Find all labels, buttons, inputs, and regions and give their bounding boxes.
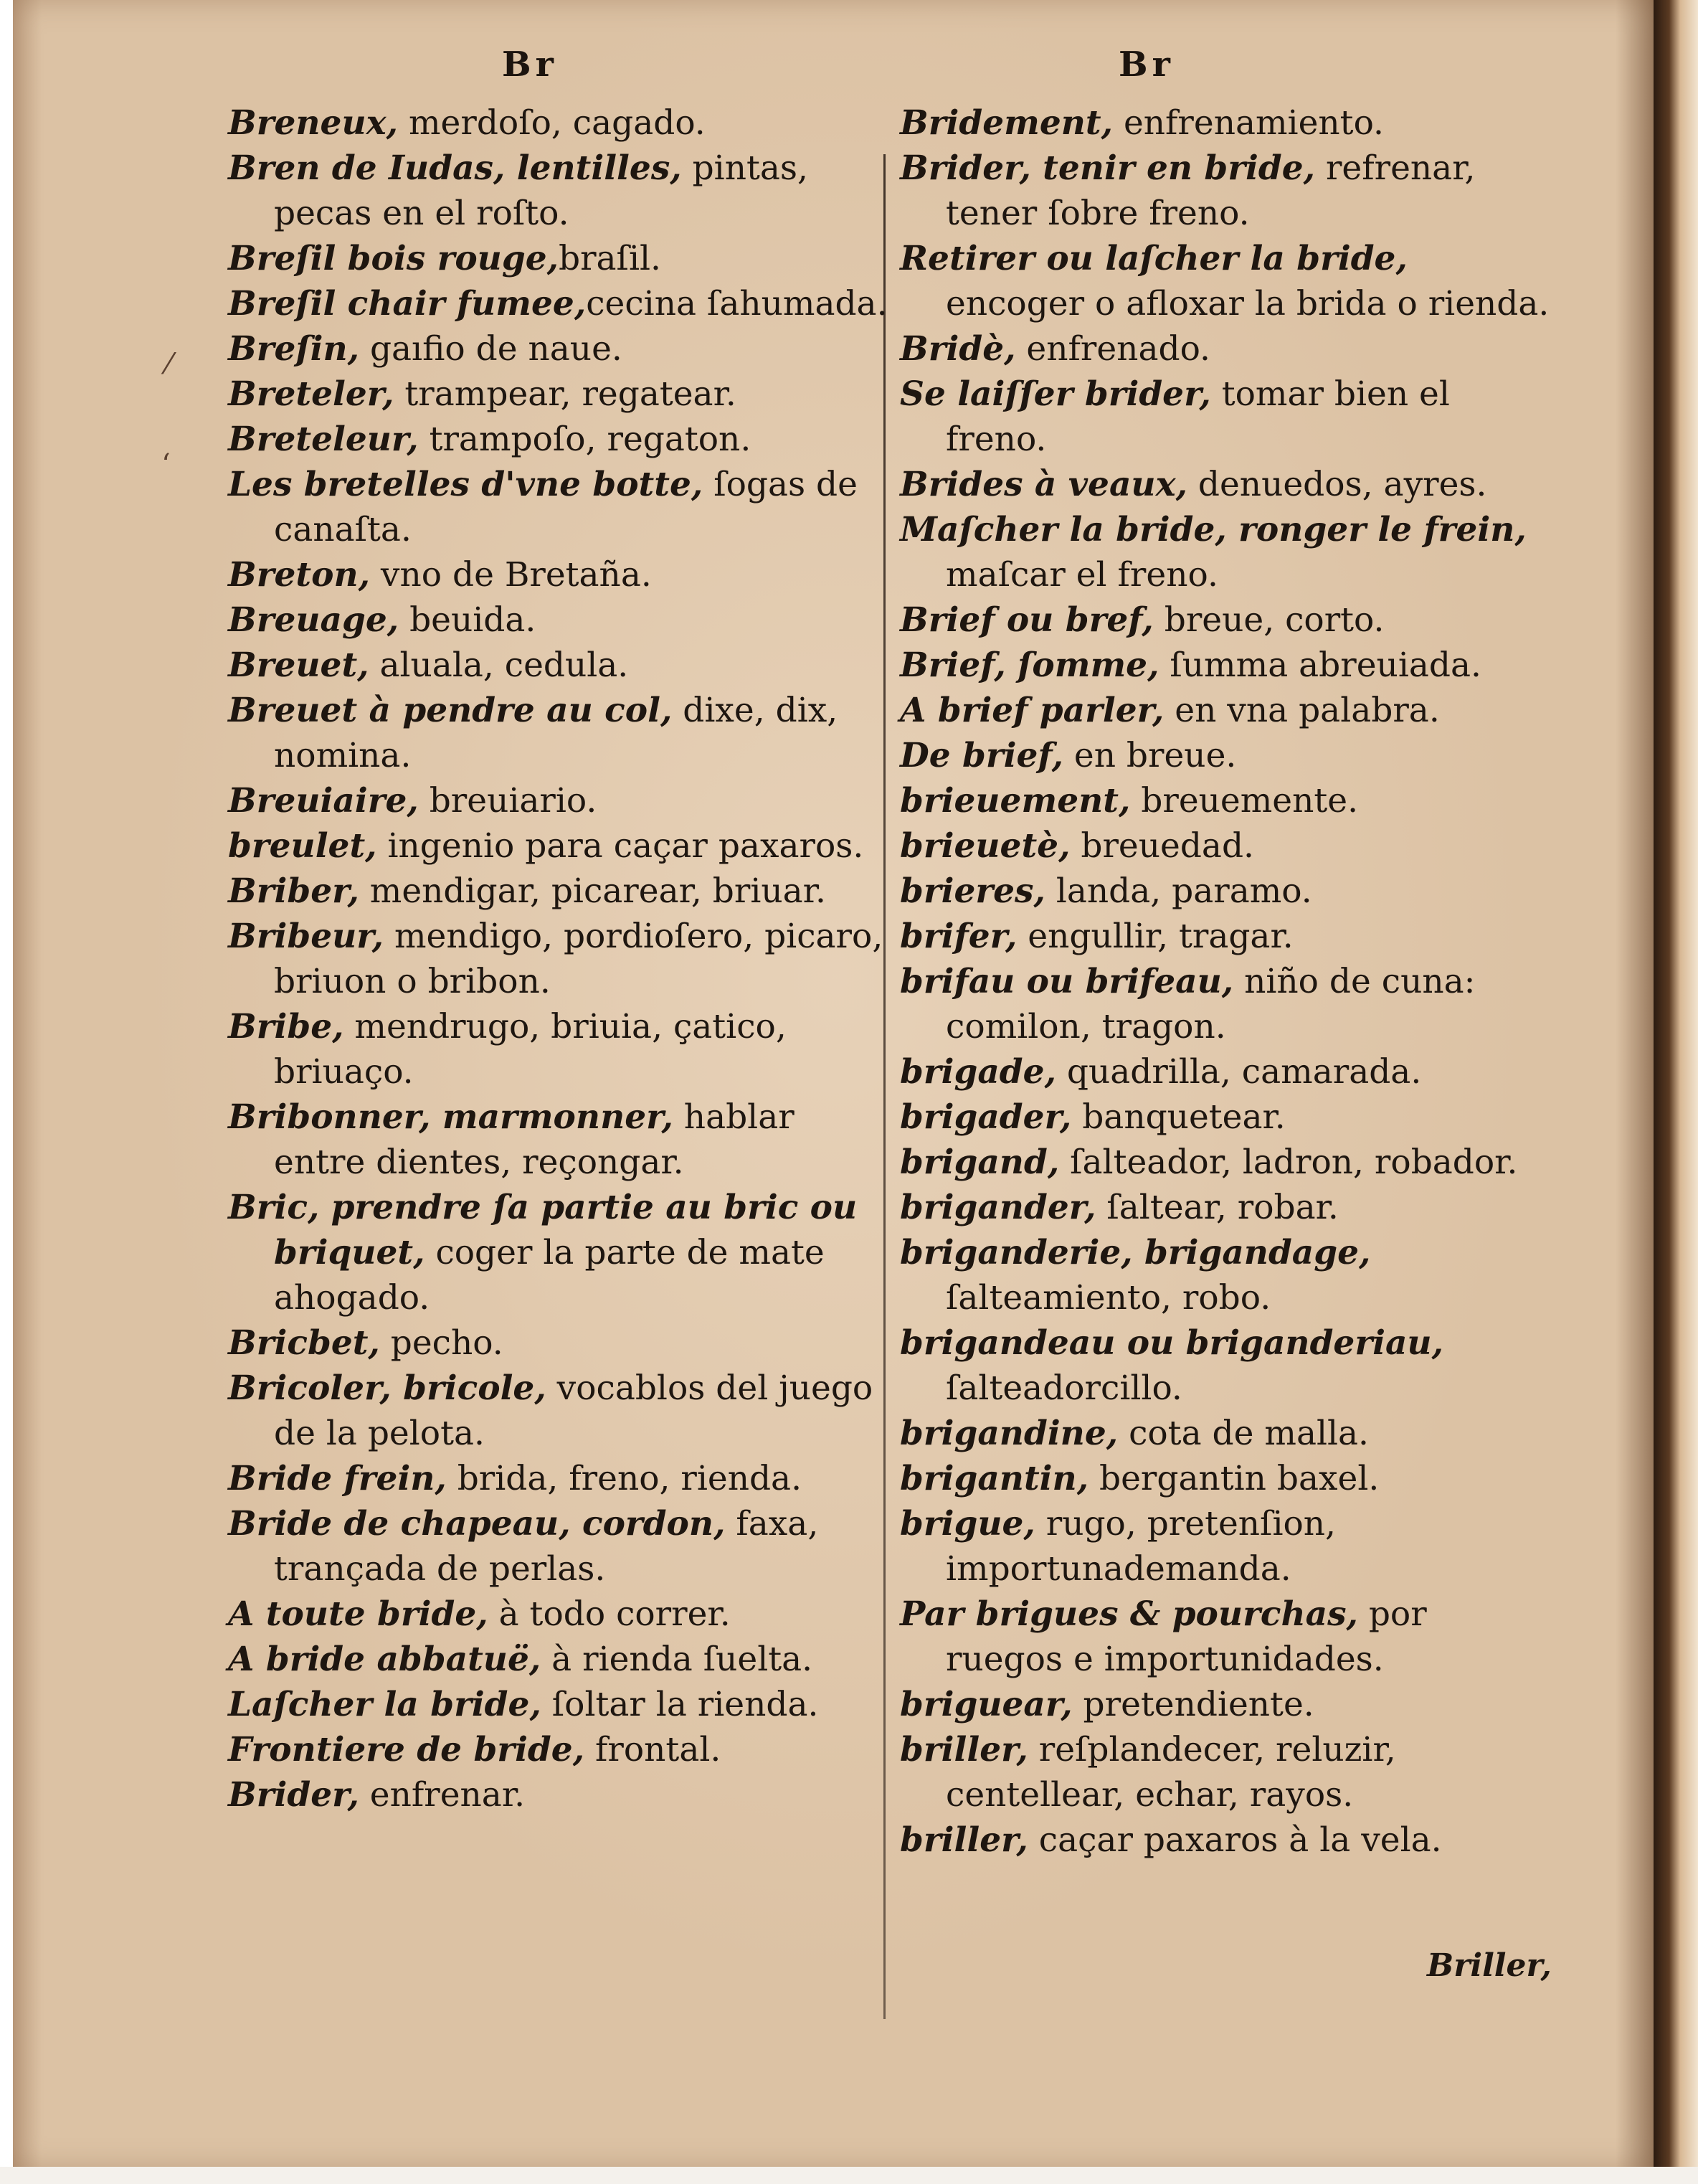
entry-headword: Maſcher la bride, ronger le frein,: [900, 510, 1527, 549]
catchword: Briller,: [1427, 1947, 1552, 1984]
entry-headword: brifau ou brifeau,: [900, 962, 1234, 1001]
dictionary-entry: [228, 1592, 891, 1637]
dictionary-entry: [228, 1095, 891, 1185]
left-column: [228, 100, 891, 1817]
left-column-header: Br: [502, 44, 558, 85]
entry-definition: trampoſo, regaton.: [418, 420, 751, 459]
dictionary-entry: [228, 1501, 891, 1592]
dictionary-entry: [228, 643, 891, 688]
entry-headword: Par brigues & pourchas,: [900, 1594, 1358, 1634]
entry-definition: ſalteador, ladron, robador.: [1059, 1143, 1518, 1182]
entry-headword: brieuement,: [900, 781, 1131, 821]
entry-definition: breuiario.: [418, 781, 597, 821]
entry-headword: Bricbet,: [228, 1323, 380, 1363]
entry-headword: brigander,: [900, 1188, 1096, 1227]
book-spine-edge: [1654, 0, 1698, 2184]
dictionary-entry: [228, 1456, 891, 1501]
dictionary-entry: [228, 372, 891, 417]
dictionary-entry: [228, 778, 891, 823]
entry-definition: reſplandecer, reluzir, centellear, echar, rayos.: [946, 1730, 1396, 1815]
dictionary-entry: [228, 914, 891, 1004]
entry-definition: hablar entre dientes, reçongar.: [274, 1097, 795, 1182]
dictionary-entry: [900, 959, 1552, 1049]
entry-headword: Breuet,: [228, 646, 369, 685]
entry-headword: Laſcher la bride,: [228, 1685, 541, 1724]
entry-headword: Breteler,: [228, 374, 394, 414]
entry-definition: banquetear.: [1071, 1097, 1286, 1137]
entry-headword: Bridè,: [900, 329, 1016, 369]
entry-headword: Bricoler, bricole,: [228, 1368, 546, 1408]
entry-definition: mendrugo, briuia, çatico, briuaço.: [274, 1007, 787, 1092]
entry-headword: brigue,: [900, 1504, 1035, 1544]
dictionary-entry: [228, 823, 891, 869]
dictionary-entry: [900, 1501, 1552, 1592]
margin-mark: ‘: [161, 448, 171, 481]
entry-definition: bergantin baxel.: [1088, 1459, 1380, 1498]
entry-definition: pecho.: [379, 1323, 503, 1363]
entry-definition: encoger o afloxar la brida o rienda.: [946, 284, 1550, 323]
entry-definition: ſoltar la rienda.: [541, 1685, 819, 1724]
entry-headword: Les bretelles d'vne botte,: [228, 465, 703, 504]
entry-headword: Breſin,: [228, 329, 359, 369]
entry-definition: enfrenamiento.: [1113, 103, 1384, 143]
entry-headword: A bride abbatuë,: [228, 1640, 541, 1679]
entry-headword: Frontiere de bride,: [228, 1730, 585, 1769]
scan-bottom-margin: [0, 2167, 1698, 2184]
entry-definition: vno de Bretaña.: [369, 555, 652, 595]
entry-definition: caçar paxaros à la vela.: [1028, 1820, 1442, 1860]
entry-definition: trampear, regatear.: [394, 374, 736, 414]
dictionary-entry: [228, 417, 891, 462]
entry-definition: denuedos, ayres.: [1187, 465, 1487, 504]
entry-headword: Breneux,: [228, 103, 399, 143]
entry-definition: niño de cuna: comilon, tragon.: [946, 962, 1476, 1046]
entry-definition: en vna palabra.: [1164, 691, 1440, 730]
entry-definition: mendigo, pordioſero, picaro, briuon o bribon.: [274, 917, 883, 1001]
dictionary-entry: [900, 100, 1552, 146]
entry-headword: Briber,: [228, 871, 359, 911]
entry-headword: Se laiſſer brider,: [900, 374, 1211, 414]
dictionary-entry: [900, 1185, 1552, 1230]
entry-headword: brigandine,: [900, 1414, 1119, 1453]
dictionary-entry: [900, 462, 1552, 507]
entry-headword: A toute bride,: [228, 1594, 488, 1634]
entry-definition: mendigar, picarear, briuar.: [359, 871, 826, 911]
entry-definition: braſil.: [558, 239, 661, 278]
dictionary-entry: [228, 326, 891, 372]
dictionary-entry: [900, 1095, 1552, 1140]
entry-definition: cota de malla.: [1118, 1414, 1369, 1453]
dictionary-entry: [228, 1772, 891, 1817]
entry-headword: Brief ou bref,: [900, 600, 1154, 640]
entry-headword: Breton,: [228, 555, 370, 595]
entry-definition: breuemente.: [1130, 781, 1359, 821]
dictionary-entry: [228, 1682, 891, 1727]
entry-headword: briller,: [900, 1820, 1028, 1860]
dictionary-entry: [900, 1049, 1552, 1095]
dictionary-entry: [900, 914, 1552, 959]
dictionary-entry: [900, 146, 1552, 236]
dictionary-entry: [228, 688, 891, 778]
entry-headword: brigade,: [900, 1052, 1056, 1092]
dictionary-entry: [900, 733, 1552, 778]
dictionary-entry: [228, 1366, 891, 1456]
dictionary-entry: [900, 1411, 1552, 1456]
dictionary-entry: [228, 281, 891, 326]
entry-headword: brigandeau ou briganderiau,: [900, 1323, 1443, 1363]
dictionary-entry: [900, 1817, 1552, 1863]
dictionary-entry: [900, 688, 1552, 733]
entry-definition: maſcar el freno.: [946, 555, 1218, 595]
entry-headword: De brief,: [900, 736, 1063, 775]
entry-headword: briganderie, brigandage,: [900, 1233, 1371, 1272]
entry-headword: breulet,: [228, 826, 377, 866]
entry-definition: ſalteadorcillo.: [946, 1368, 1182, 1408]
entry-definition: ſogas de canaſta.: [274, 465, 858, 549]
entry-headword: Retirer ou laſcher la bride,: [900, 239, 1408, 278]
entry-headword: A brief parler,: [900, 691, 1165, 730]
entry-definition: por ruegos e importunidades.: [946, 1594, 1427, 1679]
dictionary-entry: [900, 1682, 1552, 1727]
entry-definition: ſaltear, robar.: [1096, 1188, 1339, 1227]
dictionary-entry: [228, 1320, 891, 1366]
entry-headword: briguear,: [900, 1685, 1073, 1724]
entry-definition: ſalteamiento, robo.: [946, 1278, 1271, 1318]
dictionary-entry: [900, 507, 1552, 597]
entry-headword: Breſil chair fumee,: [228, 284, 587, 323]
dictionary-entry: [900, 1230, 1552, 1320]
entry-definition: tomar bien el freno.: [946, 374, 1450, 459]
entry-headword: Bren de Iudas, lentilles,: [228, 148, 682, 188]
entry-definition: dixe, dix, nomina.: [274, 691, 838, 775]
dictionary-entry: [228, 597, 891, 643]
entry-definition: vocablos del juego de la pelota.: [274, 1368, 873, 1453]
entry-definition: enfrenar.: [359, 1775, 526, 1815]
entry-definition: quadrilla, camarada.: [1056, 1052, 1422, 1092]
entry-headword: Bride frein,: [228, 1459, 447, 1498]
right-column: [900, 100, 1552, 1863]
dictionary-entry: [228, 100, 891, 146]
entry-headword: Brides à veaux,: [900, 465, 1187, 504]
dictionary-entry: [900, 326, 1552, 372]
dictionary-entry: [228, 1004, 891, 1095]
dictionary-entry: [900, 1140, 1552, 1185]
entry-headword: Breuet à pendre au col,: [228, 691, 673, 730]
entry-definition: beuida.: [399, 600, 536, 640]
entry-definition: pretendiente.: [1072, 1685, 1314, 1724]
entry-definition: en breue.: [1063, 736, 1237, 775]
dictionary-entry: [228, 1185, 891, 1320]
entry-definition: frontal.: [584, 1730, 721, 1769]
entry-definition: à rienda ſuelta.: [541, 1640, 813, 1679]
dictionary-entry: [900, 1727, 1552, 1817]
dictionary-entry: [900, 823, 1552, 869]
entry-definition: engullir, tragar.: [1017, 917, 1294, 956]
entry-headword: brigader,: [900, 1097, 1072, 1137]
entry-headword: Brider,: [228, 1775, 359, 1815]
entry-headword: Bride de chapeau, cordon,: [228, 1504, 726, 1544]
entry-headword: Bribeur,: [228, 917, 384, 956]
entry-headword: brifer,: [900, 917, 1018, 956]
entry-headword: briller,: [900, 1730, 1028, 1769]
dictionary-entry: [900, 869, 1552, 914]
entry-definition: enfrenado.: [1015, 329, 1210, 369]
entry-headword: brieuetè,: [900, 826, 1071, 866]
entry-definition: à todo correr.: [488, 1594, 731, 1634]
entry-definition: merdoſo, cagado.: [398, 103, 706, 143]
entry-definition: gaıfio de naue.: [359, 329, 622, 369]
entry-headword: Bric, prendre ſa partie au bric ou briquet,: [228, 1188, 858, 1272]
right-column-header: Br: [1119, 44, 1175, 85]
entry-headword: brigand,: [900, 1143, 1060, 1182]
entry-definition: pintas, pecas en el roſto.: [274, 148, 808, 233]
dictionary-entry: [228, 869, 891, 914]
entry-definition: rugo, pretenſion, importunademanda.: [946, 1504, 1336, 1589]
entry-definition: coger la parte de mate ahogado.: [274, 1233, 825, 1318]
dictionary-entry: [900, 1592, 1552, 1682]
dictionary-entry: [900, 1320, 1552, 1411]
entry-definition: ingenio para caçar paxaros.: [376, 826, 864, 866]
entry-headword: Breteleur,: [228, 420, 419, 459]
entry-definition: breuedad.: [1070, 826, 1254, 866]
entry-headword: Bribonner, marmonner,: [228, 1097, 673, 1137]
dictionary-entry: [900, 778, 1552, 823]
entry-definition: landa, paramo.: [1045, 871, 1312, 911]
dictionary-entry: [900, 236, 1552, 326]
entry-definition: refrenar, tener ſobre freno.: [946, 148, 1476, 233]
margin-mark: ⁄: [166, 348, 171, 381]
dictionary-entry: [228, 552, 891, 597]
entry-definition: breue, corto.: [1153, 600, 1385, 640]
entry-headword: Breſil bois rouge,: [228, 239, 559, 278]
entry-definition: brida, freno, rienda.: [446, 1459, 802, 1498]
dictionary-entry: [900, 1456, 1552, 1501]
dictionary-entry: [900, 597, 1552, 643]
entry-definition: ſumma abreuiada.: [1159, 646, 1481, 685]
entry-definition: faxa, trançada de perlas.: [274, 1504, 819, 1589]
dictionary-entry: [228, 146, 891, 236]
entry-headword: Breuage,: [228, 600, 399, 640]
entry-definition: aluala, cedula.: [369, 646, 629, 685]
entry-headword: Brider, tenir en bride,: [900, 148, 1315, 188]
entry-headword: brieres,: [900, 871, 1045, 911]
dictionary-entry: [228, 1727, 891, 1772]
entry-headword: brigantin,: [900, 1459, 1089, 1498]
entry-headword: Bribe,: [228, 1007, 344, 1046]
dictionary-entry: [228, 1637, 891, 1682]
dictionary-entry: [900, 372, 1552, 462]
entry-headword: Breuiaire,: [228, 781, 419, 821]
dictionary-entry: [228, 462, 891, 552]
entry-headword: Brief, ſomme,: [900, 646, 1159, 685]
entry-headword: Bridement,: [900, 103, 1113, 143]
dictionary-entry: [228, 236, 891, 281]
dictionary-entry: [900, 643, 1552, 688]
entry-definition: cecina ſahumada.: [586, 284, 888, 323]
